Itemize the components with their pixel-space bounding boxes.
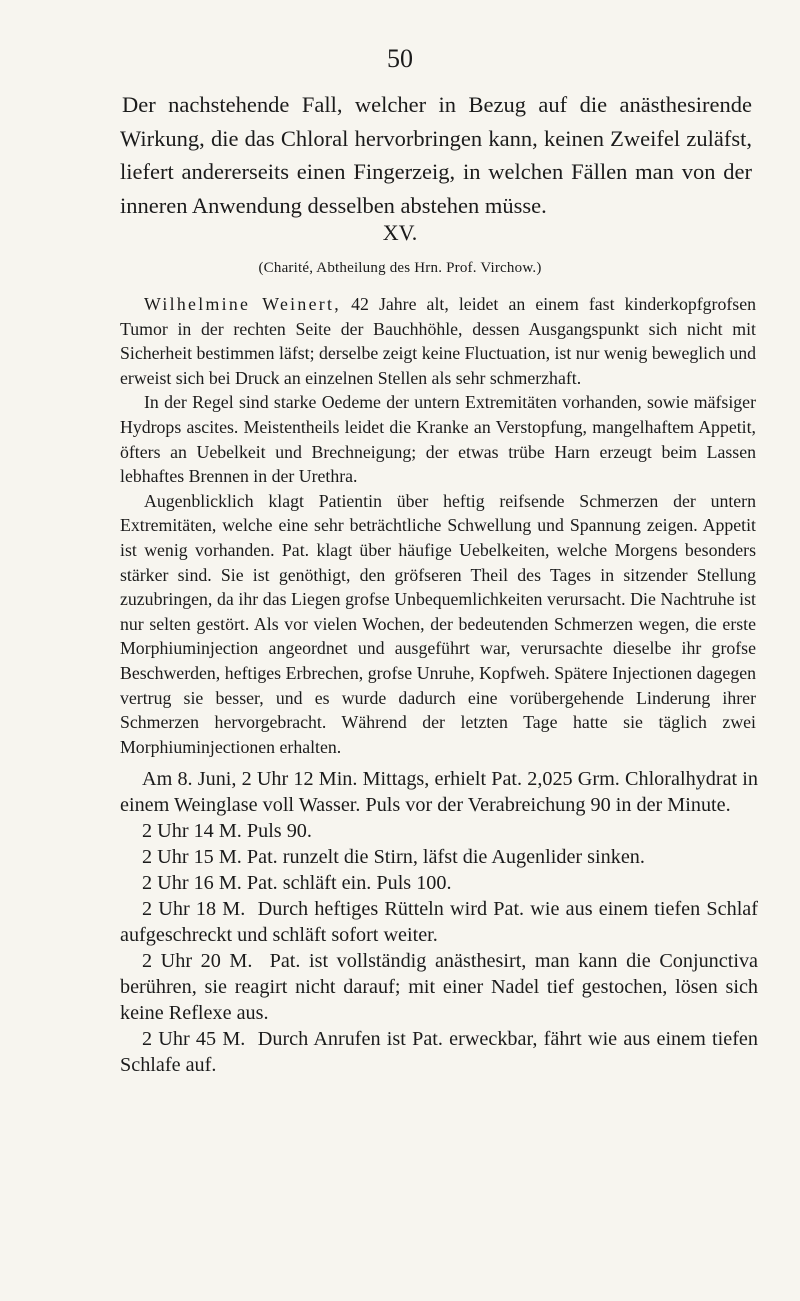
log-time: 2 Uhr 18 M.	[142, 898, 246, 920]
page-number: 50	[387, 44, 413, 73]
log-time: 2 Uhr 45 M.	[142, 1028, 246, 1050]
log-entry	[120, 896, 758, 948]
log-time: 2 Uhr 14 M.	[142, 820, 242, 842]
log-time: 2 Uhr 20 M.	[142, 950, 253, 972]
log-entry	[120, 948, 758, 1026]
log-text: Durch Anrufen ist Pat. erweckbar, fährt wie aus einem tiefen Schlafe auf.	[120, 1028, 758, 1076]
log-time: 2 Uhr 15 M.	[142, 846, 242, 868]
case-paragraph: In der Regel sind starke Oedeme der untern Extremitäten vorhanden, sowie mäfsiger Hydrops ascites. Meistentheils leidet die Kranke an Verstopfung, mangelhaftem Appetit, öfters an Uebelkeit und Brechneigung; der etwas trübe Harn erzeugt beim Lassen lebhaftes Brennen in der Urethra.	[120, 392, 756, 487]
clinic-note: (Charité, Abtheilung des Hrn. Prof. Virchow.)	[258, 260, 542, 276]
log-text: Pat. schläft ein. Puls 100.	[246, 872, 452, 894]
case-paragraph-text: 42 Jahre alt, leidet an einem fast kinderkopfgrofsen Tumor in der rechten Seite der Bauchhöhle, dessen Ausgangspunkt sich nicht mit Sicherheit bestimmen läfst; derselbe zeigt keine Fluctuation, ist nur wenig beweglich und erweist sich bei Druck an einzelnen Stellen als sehr schmerzhaft.	[120, 294, 757, 388]
case-paragraph	[120, 292, 756, 390]
log-text: Durch heftiges Rütteln wird Pat. wie aus einem tiefen Schlaf aufgeschreckt und schläft sofort weiter.	[120, 898, 758, 946]
case-history	[120, 292, 756, 759]
log-entry	[142, 870, 758, 896]
observation-log	[120, 766, 758, 1078]
log-entry	[120, 1026, 758, 1078]
log-entry	[142, 818, 758, 844]
log-text: Pat. ist vollständig anästhesirt, man kann die Conjunctiva berühren, sie reagirt nicht darauf; mit einer Nadel tief gestochen, lösen sich keine Reflexe aus.	[120, 950, 759, 1024]
patient-name: Wilhelmine Weinert,	[144, 294, 341, 314]
log-entry	[142, 844, 758, 870]
section-number: XV.	[382, 220, 418, 245]
log-text: Puls 90.	[246, 820, 312, 842]
case-paragraph: Augenblicklich klagt Patientin über heftig reifsende Schmerzen der untern Extremitäten, welche eine sehr beträchtliche Schwellung und Spannung zeigen. Appetit ist wenig vorhanden. Pat. klagt über häufige Uebelkeiten, welche Morgens besonders stärker sind. Sie ist genöthigt, den gröfseren Theil des Tages in sitzender Stellung zuzubringen, da ihr das Liegen grofse Unbequemlichkeiten verursacht. Die Nachtruhe ist nur selten gestört. Als vor vielen Wochen, der bedeutenden Schmerzen wegen, die erste Morphiuminjection angeordnet und ausgeführt war, verursachte dieselbe ihr grofse Beschwerden, heftiges Erbrechen, grofse Unruhe, Kopfweh. Spätere Injectionen dagegen vertrug sie besser, und es wurde dadurch eine vorübergehende Linderung ihrer Schmerzen hervorgebracht. Während der letzten Tage hatte sie täglich zwei Morphiuminjectionen erhalten.	[120, 490, 756, 757]
intro-paragraph: Der nachstehende Fall, welcher in Bezug auf die anästhesirende Wirkung, die das Chloral hervorbringen kann, keinen Zweifel zuläfst, liefert andererseits einen Fingerzeig, in welchen Fällen man von der inneren Anwendung desselben abstehen müsse.	[120, 92, 752, 218]
log-time: 2 Uhr 16 M.	[142, 872, 242, 894]
log-text: Pat. runzelt die Stirn, läfst die Augenlider sinken.	[246, 846, 645, 868]
log-intro: Am 8. Juni, 2 Uhr 12 Min. Mittags, erhielt Pat. 2,025 Grm. Chloralhydrat in einem Weinglase voll Wasser. Puls vor der Verabreichung 90 in der Minute.	[120, 768, 758, 816]
